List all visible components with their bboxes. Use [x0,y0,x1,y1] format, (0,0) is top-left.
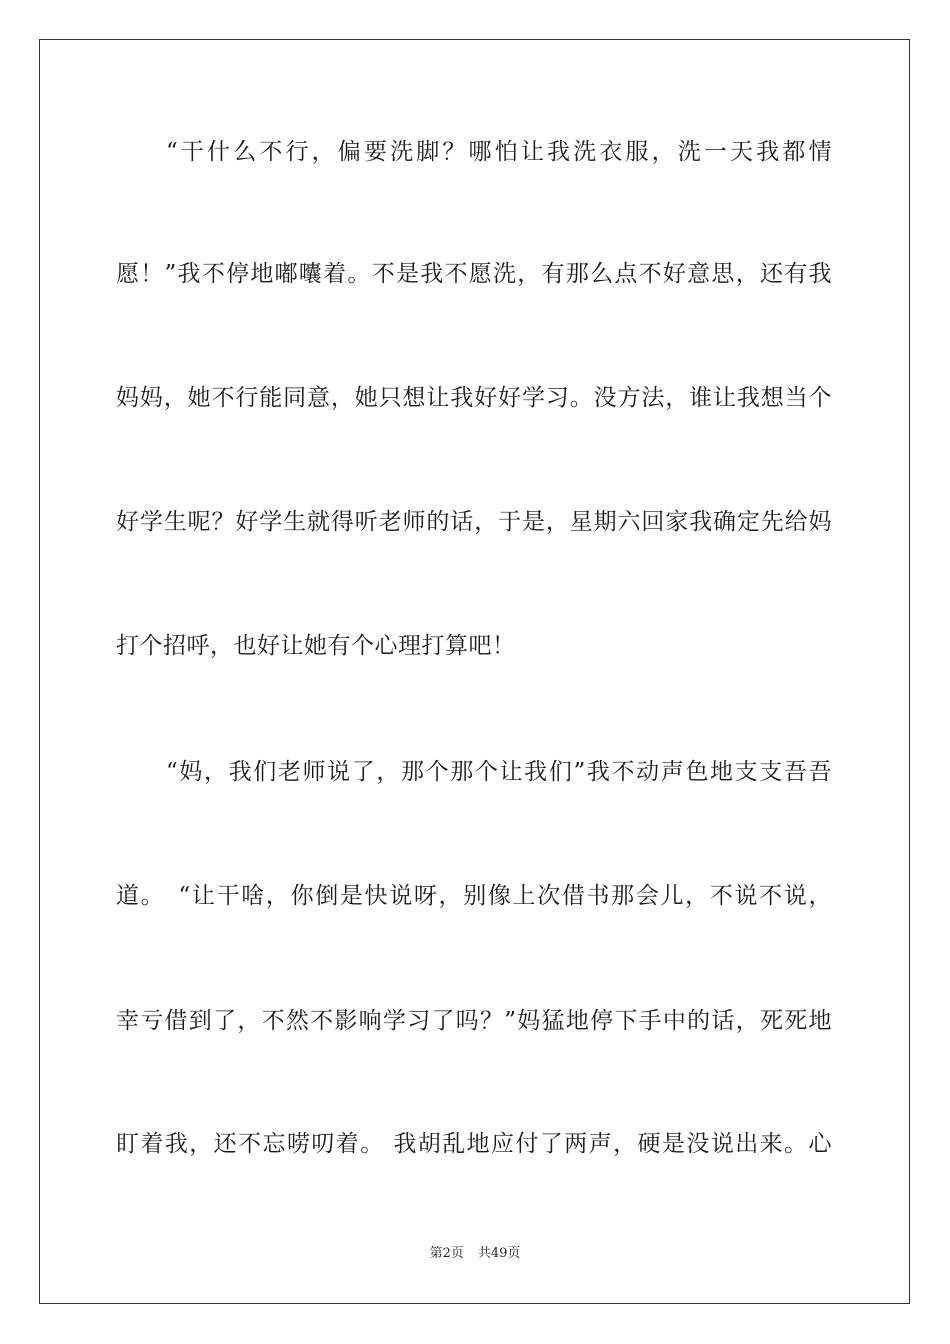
paragraph-line: 好学生呢？好学生就得听老师的话，于是，星期六回家我确定先给妈 [116,509,832,535]
page-border [39,39,910,1304]
paragraph-line: 愿！”我不停地嘟囔着。不是我不愿洗，有那么点不好意思，还有我 [116,261,832,287]
paragraph-line: 道。 “让干啥，你倒是快说呀，别像上次借书那会儿，不说不说， [116,883,832,909]
page-number: 第2页 [429,1246,464,1261]
paragraph-line: 妈妈，她不行能同意，她只想让我好好学习。没方法，谁让我想当个 [116,385,832,411]
paragraph-line: “干什么不行，偏要洗脚？哪怕让我洗衣服，洗一天我都情 [166,139,832,165]
page-footer [0,1245,950,1263]
paragraph-line: 盯着我，还不忘唠叨着。 我胡乱地应付了两声，硬是没说出来。心 [116,1131,832,1157]
paragraph-line: “妈，我们老师说了，那个那个让我们”我不动声色地支支吾吾 [166,759,832,785]
page-total: 共49页 [477,1246,521,1261]
paragraph-line: 打个招呼，也好让她有个心理打算吧！ [116,633,516,659]
paragraph-line: 幸亏借到了，不然不影响学习了吗？”妈猛地停下手中的话，死死地 [116,1008,832,1034]
